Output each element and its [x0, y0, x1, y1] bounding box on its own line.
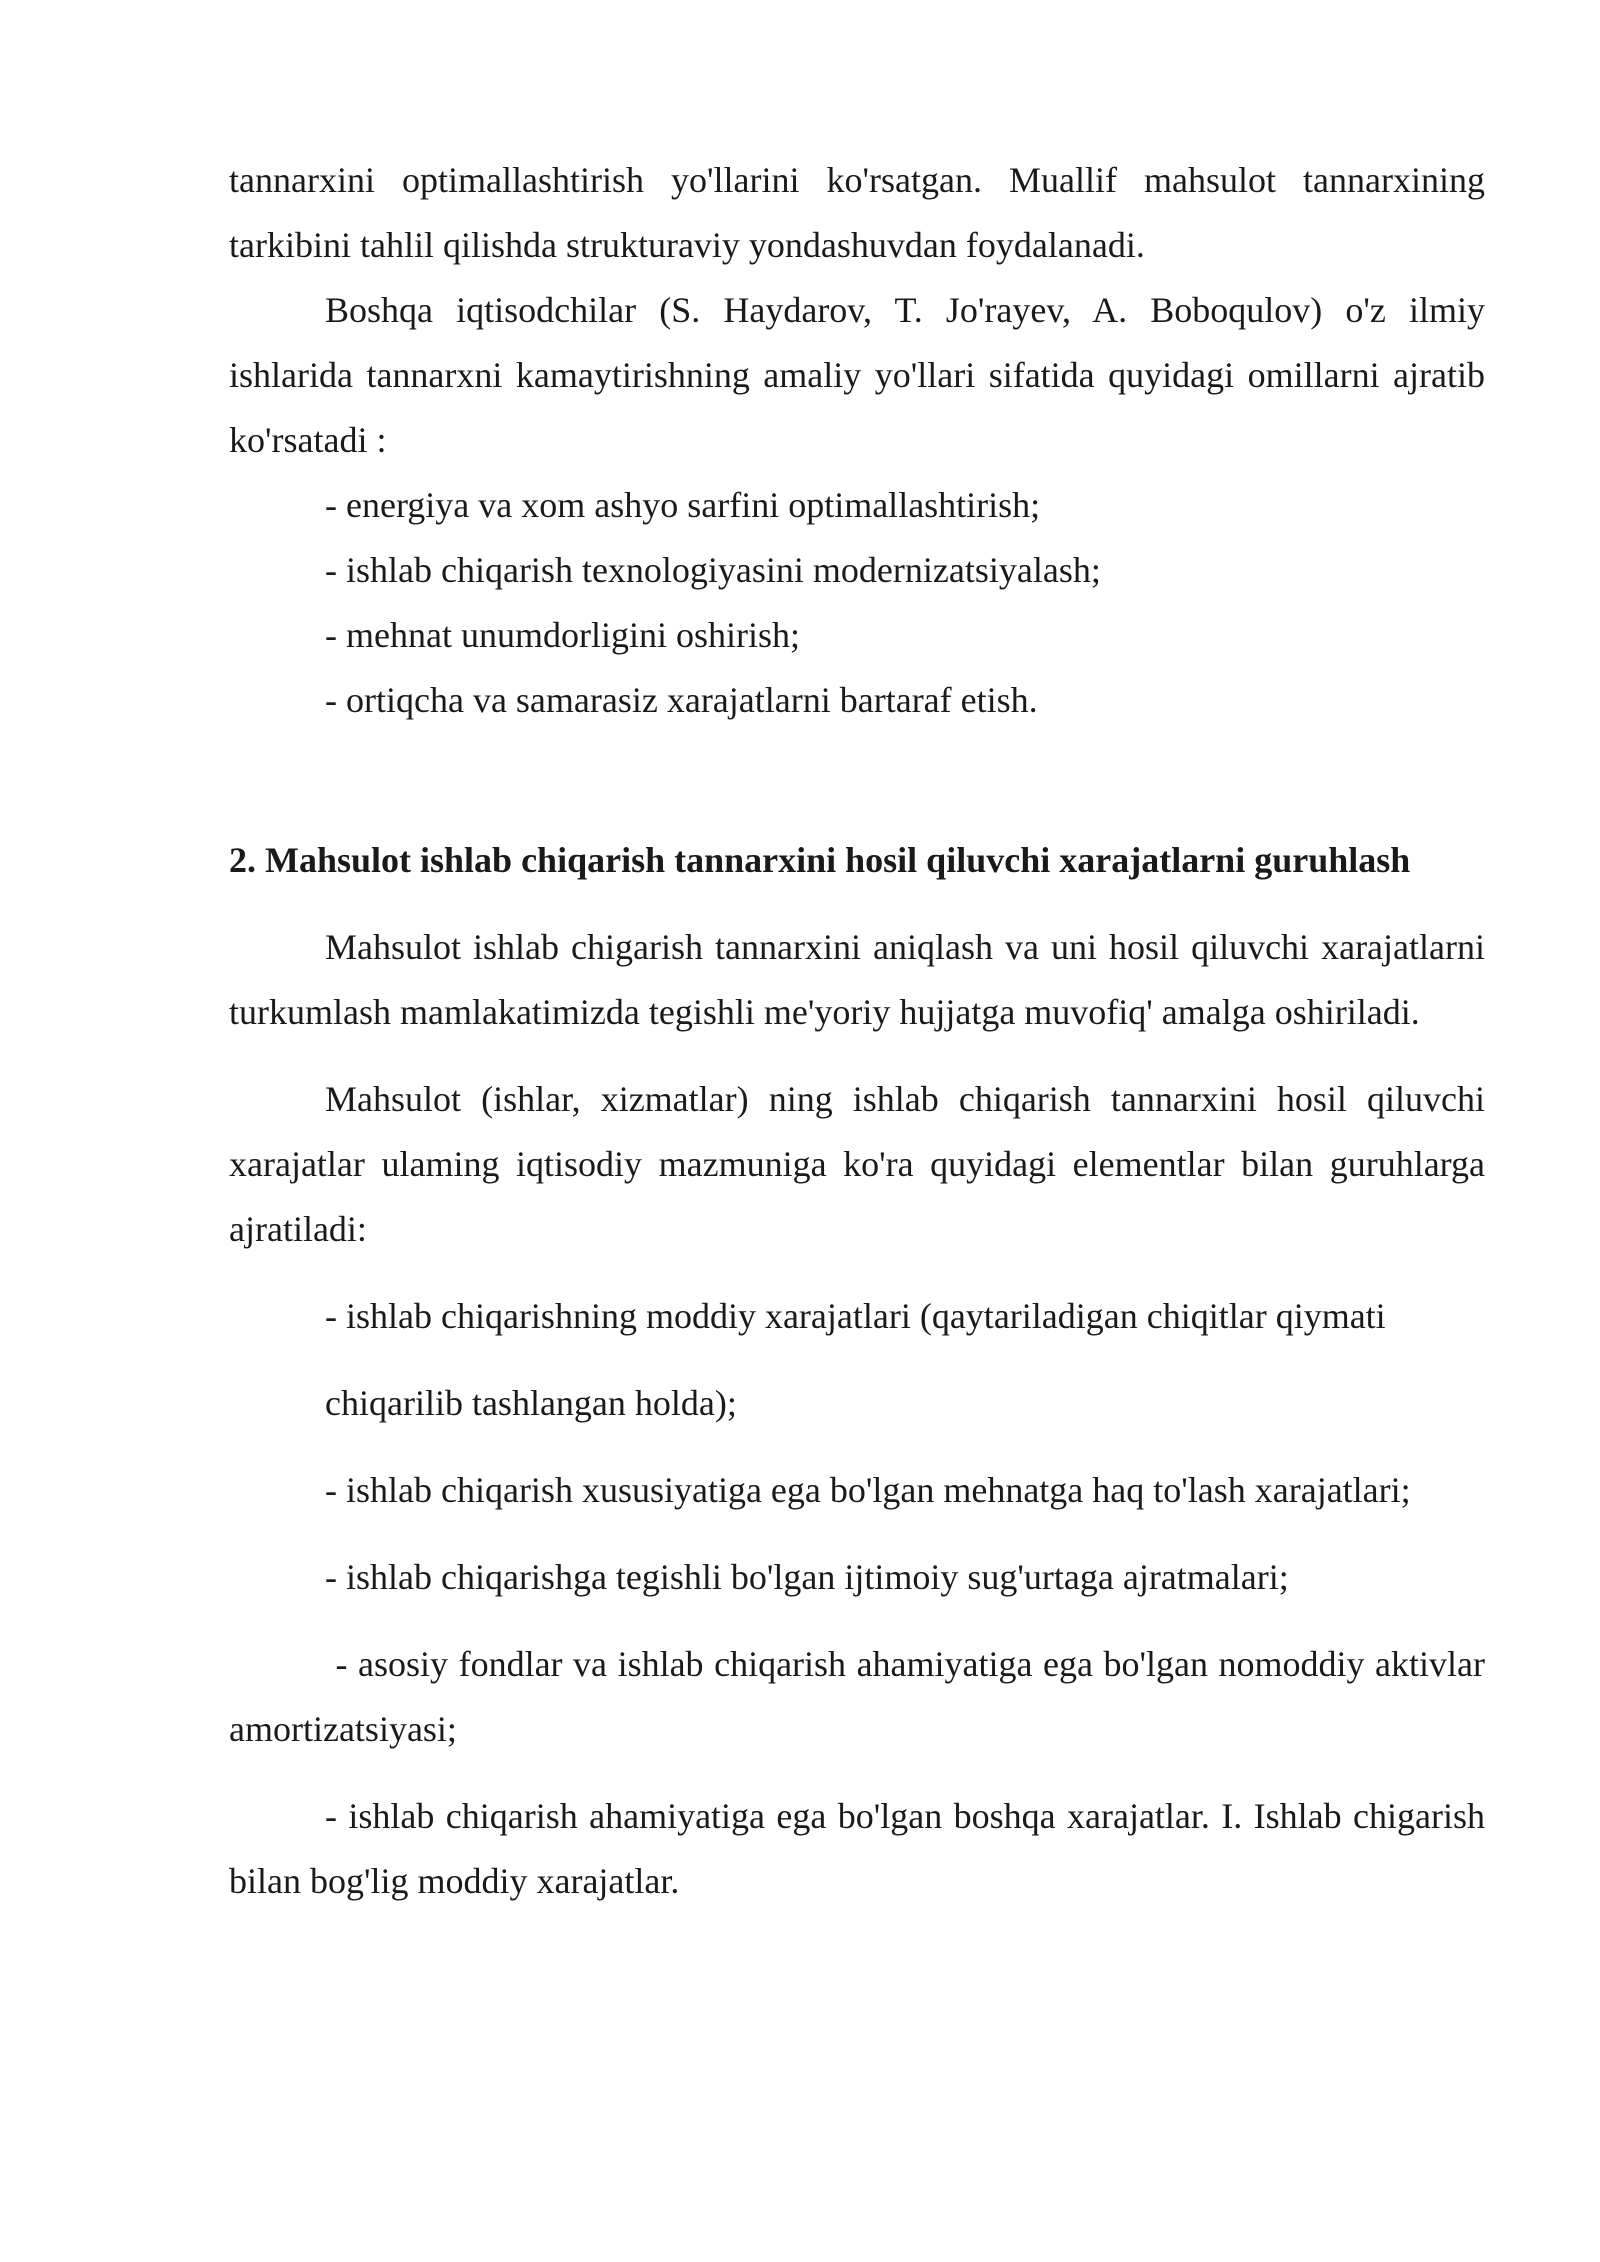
intro-paragraph-2: Boshqa iqtisodchilar (S. Haydarov, T. Jo'rayev, A. Boboqulov) o'z ilmiy ishlarida tannarxni kamaytirishning amaliy yo'llari sifatida quyidagi omillarni ajratib ko'rsatadi :: [229, 290, 1485, 460]
document-page: [229, 148, 1494, 1914]
intro-list-item-1: - energiya va xom ashyo sarfini optimallashtirish;: [325, 485, 1041, 525]
section-2-list-item-5: - ishlab chiqarish ahamiyatiga ega bo'lgan boshqa xarajatlar. I. Ishlab chigarish bilan bog'lig moddiy xarajatlar.: [229, 1796, 1485, 1901]
section-2-list-item-4: - asosiy fondlar va ishlab chiqarish ahamiyatiga ega bo'lgan nomoddiy aktivlar amortizatsiyasi;: [229, 1644, 1494, 1749]
intro-paragraph-1: tannarxini optimallashtirish yo'llarini ko'rsatgan. Muallif mahsulot tannarxining tarkibini tahlil qilishda strukturaviy yondashuvdan foydalanadi.: [229, 160, 1485, 265]
section-2-list-item-2: - ishlab chiqarish xususiyatiga ega bo'lgan mehnatga haq to'lash xarajatlari;: [325, 1470, 1411, 1510]
intro-list-item-4: - ortiqcha va samarasiz xarajatlarni bartaraf etish.: [325, 680, 1038, 720]
section-2-paragraph-2: Mahsulot (ishlar, xizmatlar) ning ishlab chiqarish tannarxini hosil qiluvchi xarajatlar ulaming iqtisodiy mazmuniga ko'ra quyidagi elementlar bilan guruhlarga ajratiladi:: [229, 1079, 1485, 1249]
intro-list-item-3: - mehnat unumdorligini oshirish;: [325, 615, 800, 655]
intro-list-item-2: - ishlab chiqarish texnologiyasini modernizatsiyalash;: [325, 550, 1101, 590]
section-2-list-item-1: - ishlab chiqarishning moddiy xarajatlari (qaytariladigan chiqitlar qiymati: [325, 1296, 1386, 1336]
section-2-paragraph-1: Mahsulot ishlab chigarish tannarxini aniqlash va uni hosil qiluvchi xarajatlarni turkumlash mamlakatimizda tegishli me'yoriy hujjatga muvofiq' amalga oshiriladi.: [229, 927, 1485, 1032]
section-2-list-item-3: - ishlab chiqarishga tegishli bo'lgan ijtimoiy sug'urtaga ajratmalari;: [325, 1557, 1289, 1597]
section-2-heading: 2. Mahsulot ishlab chiqarish tannarxini hosil qiluvchi xarajatlarni guruhlash: [229, 840, 1411, 880]
section-2-list-item-1-continuation: chiqarilib tashlangan holda);: [325, 1383, 737, 1423]
